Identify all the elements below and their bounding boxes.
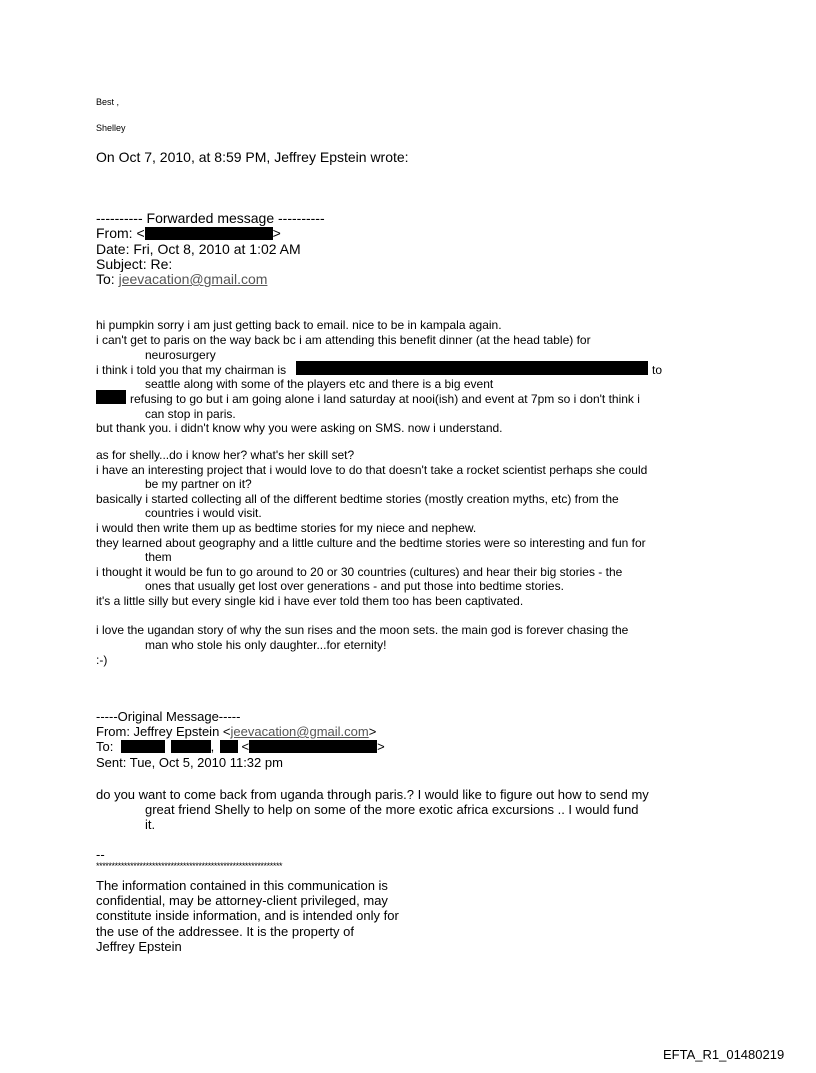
original-from: [96, 725, 376, 738]
original-to-lt: <: [241, 739, 250, 754]
signoff-closing: Best ,: [96, 97, 120, 107]
forwarded-to: [96, 272, 267, 286]
forwarded-from-close: >: [272, 225, 281, 241]
original-message-line: it.: [145, 817, 156, 832]
body-line: i can't get to paris on the way back bc i am attending this benefit dinner (at the head table) for: [96, 333, 591, 347]
forwarded-divider: ---------- Forwarded message ----------: [96, 210, 325, 226]
forwarded-from: [96, 226, 281, 240]
original-message-line: great friend Shelly to help on some of the more exotic africa excursions .. I would fund: [145, 802, 639, 817]
redaction-box: [296, 361, 648, 375]
forwarded-from-label: From: <: [96, 225, 145, 241]
body-line: i have an interesting project that i would love to do that doesn't take a rocket scientist perhaps she could: [96, 463, 648, 477]
body-line: countries i would visit.: [145, 506, 262, 520]
disclaimer-line: Jeffrey Epstein: [96, 939, 182, 954]
redaction-box: [121, 740, 165, 753]
redaction-box: [249, 740, 377, 753]
original-from-email-link[interactable]: jeevacation@gmail.com: [230, 724, 369, 739]
body-line: i think i told you that my chairman is: [96, 363, 287, 377]
body-line: it's a little silly but every single kid i have ever told them too has been captivated.: [96, 594, 524, 608]
disclaimer-line: the use of the addressee. It is the property of: [96, 924, 354, 939]
body-line: but thank you. i didn't know why you were asking on SMS. now i understand.: [96, 421, 503, 435]
body-line: neurosurgery: [145, 348, 216, 362]
body-line: can stop in paris.: [145, 407, 236, 421]
footer-stars: ************************************************************: [96, 861, 283, 871]
signoff-name: Shelley: [96, 123, 126, 133]
redaction-box: [145, 227, 273, 240]
forwarded-to-label: To:: [96, 271, 119, 287]
disclaimer-line: confidential, may be attorney-client privileged, may: [96, 893, 388, 908]
body-line: :-): [96, 653, 108, 667]
body-line: seattle along with some of the players etc and there is a big event: [145, 377, 494, 391]
bates-number: EFTA_R1_01480219: [663, 1047, 785, 1062]
original-from-close: >: [368, 724, 377, 739]
body-line: to: [652, 363, 663, 377]
body-line: as for shelly...do i know her? what's her skill set?: [96, 448, 355, 462]
original-divider: -----Original Message-----: [96, 709, 241, 724]
body-line: hi pumpkin sorry i am just getting back to email. nice to be in kampala again.: [96, 318, 502, 332]
body-line: them: [145, 550, 172, 564]
forwarded-to-email-link[interactable]: jeevacation@gmail.com: [118, 271, 268, 287]
body-line: refusing to go but i am going alone i land saturday at nooi(ish) and event at 7pm so i don't think i: [130, 392, 640, 406]
redaction-box: [220, 740, 238, 753]
original-to-comma: ,: [210, 739, 215, 754]
body-line: basically i started collecting all of the different bedtime stories (mostly creation myths, etc) from the: [96, 492, 619, 506]
body-line: ones that usually get lost over generations - and put those into bedtime stories.: [145, 579, 564, 593]
original-to: [96, 740, 385, 753]
body-line: they learned about geography and a little culture and the bedtime stories were so interesting and fun for: [96, 536, 646, 550]
footer-dashes: --: [96, 847, 105, 862]
body-line: i would then write them up as bedtime stories for my niece and nephew.: [96, 521, 477, 535]
reply-header: On Oct 7, 2010, at 8:59 PM, Jeffrey Epstein wrote:: [96, 149, 409, 165]
body-line: be my partner on it?: [145, 477, 252, 491]
forwarded-date: Date: Fri, Oct 8, 2010 at 1:02 AM: [96, 241, 301, 257]
original-to-label: To:: [96, 739, 114, 754]
disclaimer-line: The information contained in this communication is: [96, 878, 388, 893]
original-to-gt: >: [377, 739, 385, 754]
redaction-box: [171, 740, 211, 753]
original-from-label: From: Jeffrey Epstein <: [96, 724, 231, 739]
redaction-box: [96, 390, 126, 404]
body-line: man who stole his only daughter...for eternity!: [145, 638, 387, 652]
disclaimer-line: constitute inside information, and is intended only for: [96, 908, 399, 923]
original-message-line: do you want to come back from uganda through paris.? I would like to figure out how to send my: [96, 787, 649, 802]
original-sent: Sent: Tue, Oct 5, 2010 11:32 pm: [96, 755, 283, 770]
body-line: i love the ugandan story of why the sun rises and the moon sets. the main god is forever chasing the: [96, 623, 629, 637]
forwarded-subject: Subject: Re:: [96, 256, 173, 272]
body-line: i thought it would be fun to go around to 20 or 30 countries (cultures) and hear their big stories - the: [96, 565, 623, 579]
